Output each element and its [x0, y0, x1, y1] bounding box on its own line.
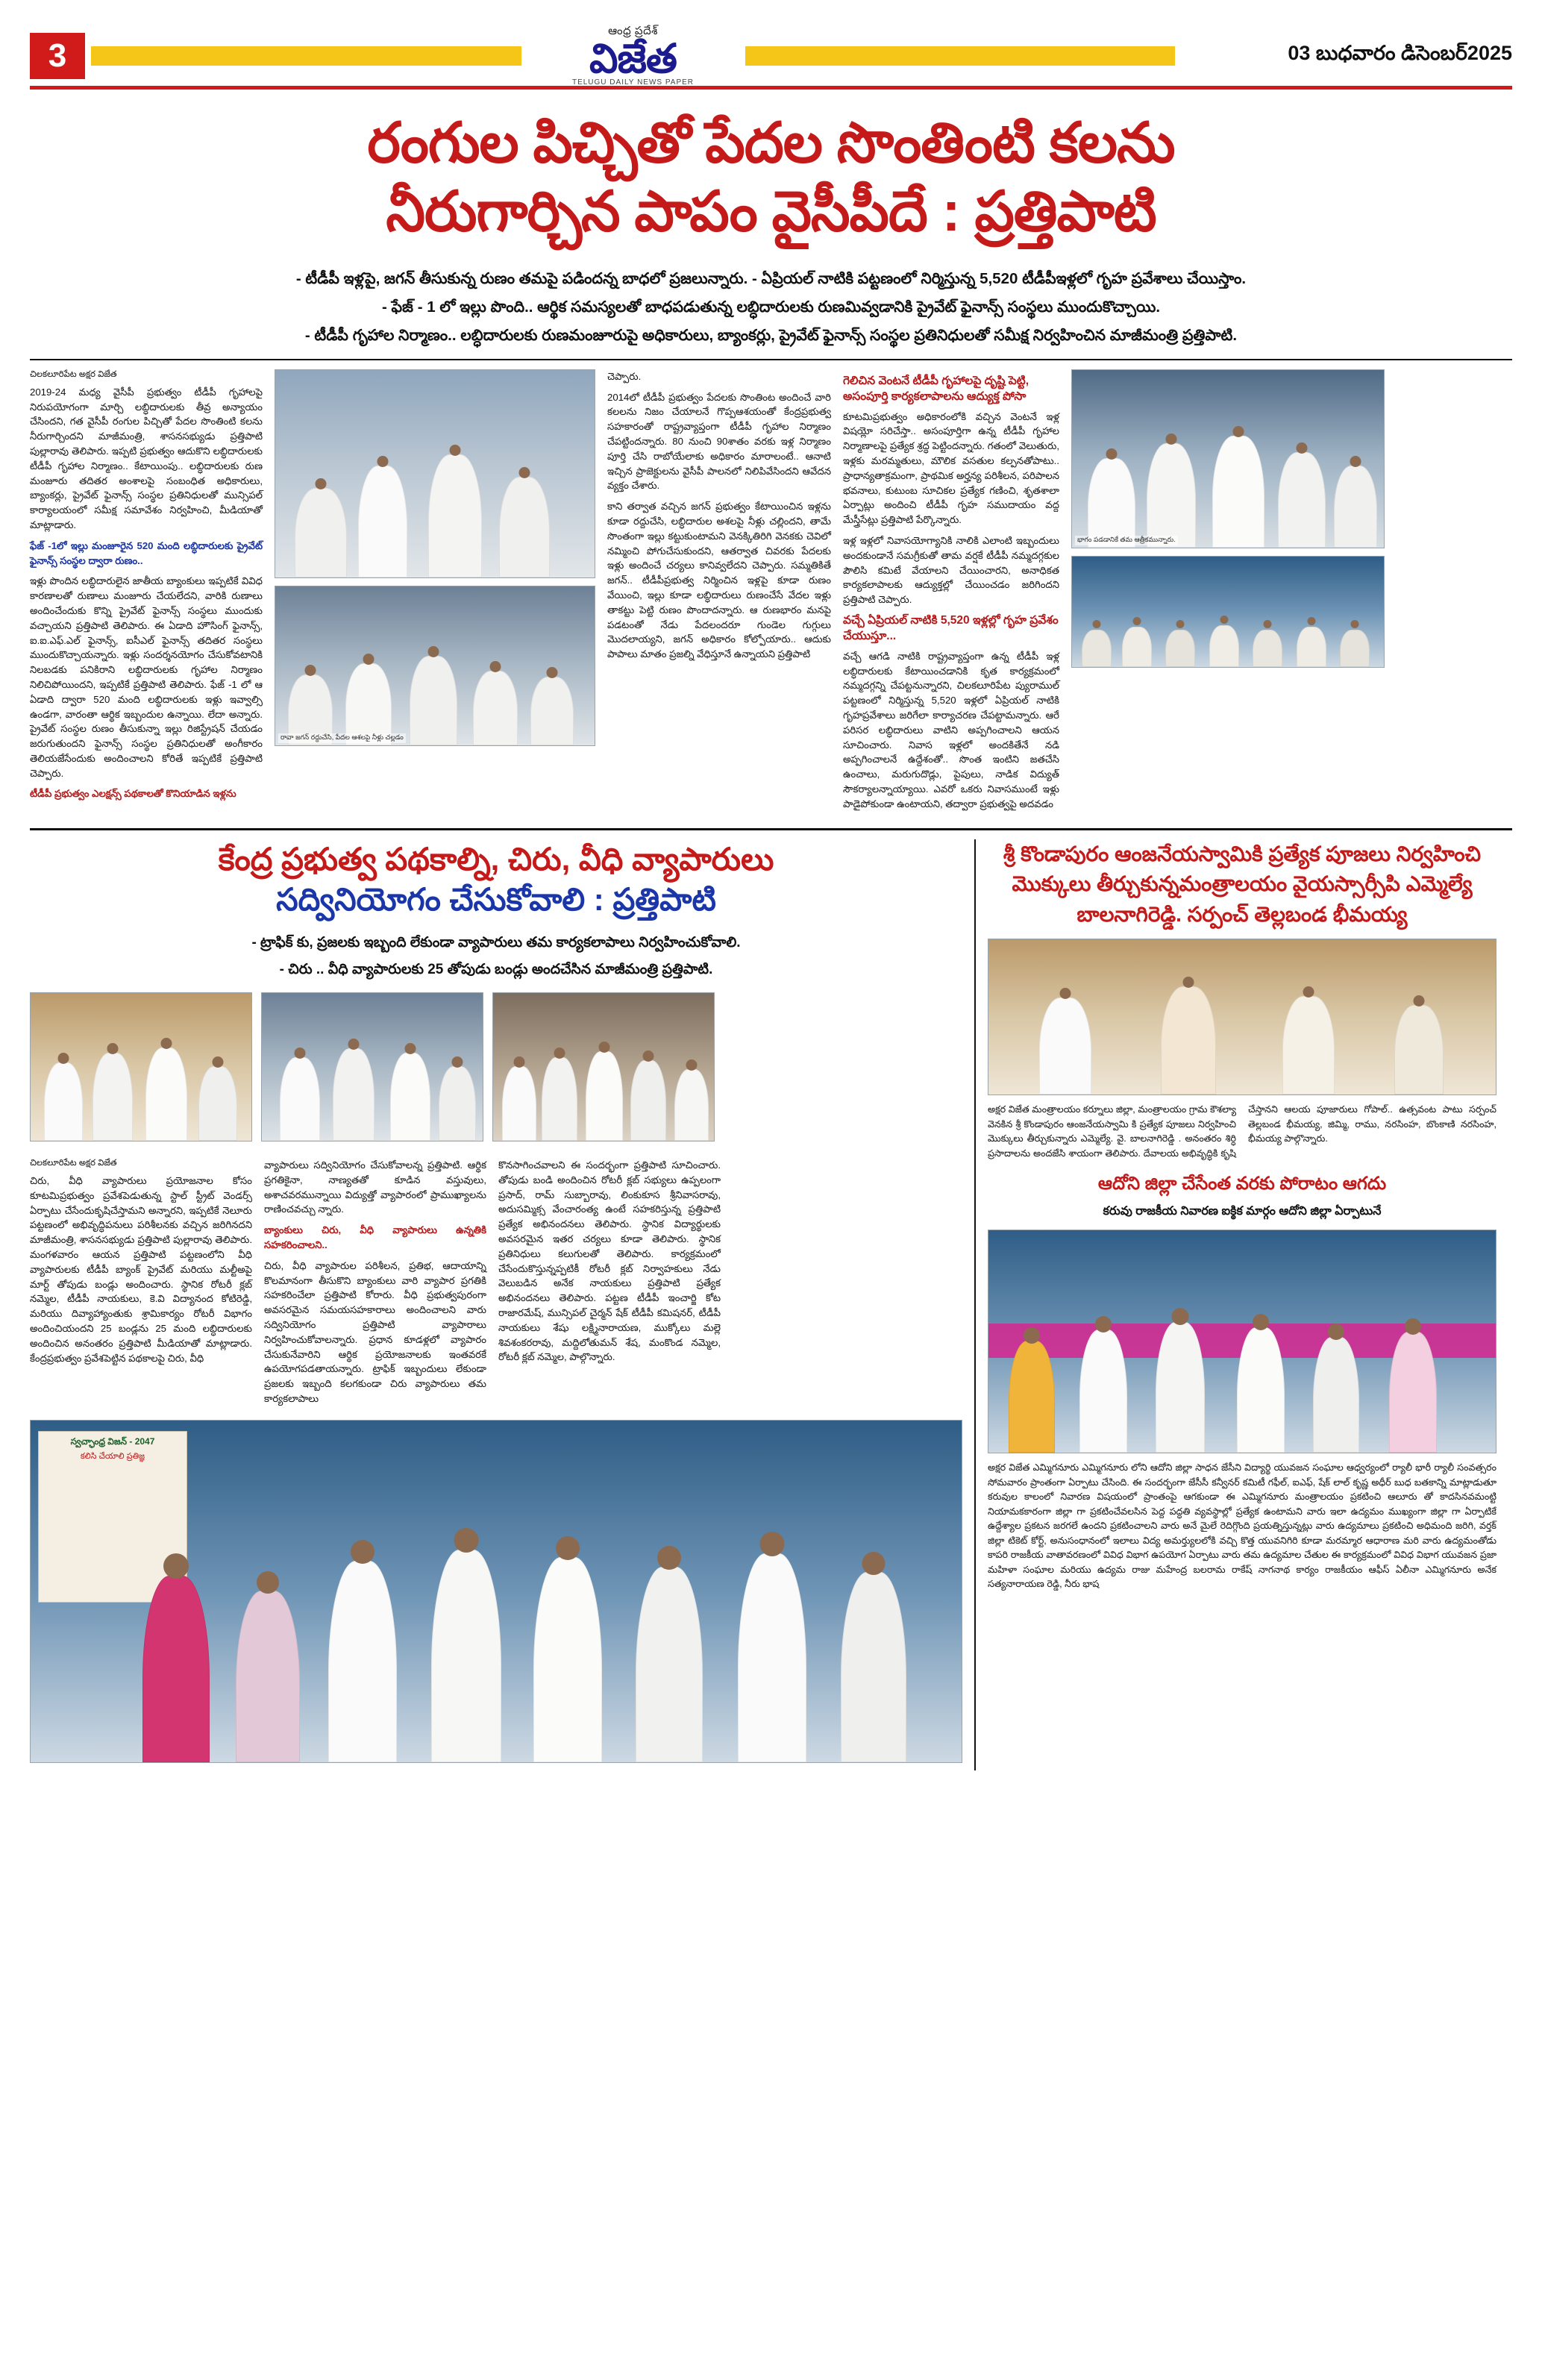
lead-paragraph: ఇళ్ల ఇళ్లలో నివాసయోగ్యానికి నాలికి ఎలాంటి ఇబ్బందులు అందకుండానే సమగ్రీకుతో తామ వర్షకే టీడీపీ నమ్మదగ్గకుల పౌలిసి కమిటే వేయాలని చేయించారని, అనాధికత కార్యకలాపాలకు ఆద్యుక్తల్లో చేయించడం జరిగిందని ప్రత్తిపాటి చెప్పారు.	[843, 534, 1059, 606]
secondary-column-3	[498, 1158, 721, 1412]
headline-line-2: నీరుగార్చిన పాపం వైసీపీదే : ప్రత్తిపాటి	[386, 179, 1156, 242]
right-deck-2: కరువు రాజకీయ నివారణ ఐక్ఠిక మార్గం ఆదోని జిల్లా ఏర్పాటునే	[1103, 1205, 1382, 1218]
lead-paragraph: ఇళ్లు పొందిన లబ్ధిదారులైన జాతీయ బ్యాంకులు ఇప్పటికే వివిధ కారణాలతో రుణాలు మంజూరు చేయలేదని, వారికి రుణాలు అందించేందుకు కొన్ని ప్రైవేట్ ఫైనాన్స్ సంస్థలు ముందుకు వచ్చాయని ప్రత్తిపాటి తెలిపారు. ఈ ఏడాది హౌసింగ్ ఫైనాన్స్, ఐ.ఐ.ఎఫ్.ఎల్ ఫైనాన్స్, ఐసీఎల్ ఫైనాన్స్ తదితర సంస్థలు ముందుకొచ్చాయన్నారు. ఇళ్లు సందర్శనయోగం చేసుకోవటానికి నిలబడకు పనికిరాని లబ్ధిదారులకు గృహాల నిర్మాణం నిలిచిపోయిందని, ఇప్పటికే ప్రత్తిపాటి తెలిపారు. ఫేజ్ -1 లో ఆ ఏడాది ద్వారా 520 మంది లబ్ధిదారులకు ఇళ్లు ఇవ్వాల్సి ఉండగా, వారంతా ఆర్థిక ఇబ్బందుల ఉన్నాయి. లేదా అన్నారు. ప్రైవేట్ సంస్థల రుణం తీసుకున్నా ఇల్లు రిజిస్ట్రేషన్ చేయడం జరుగుతుందని ఫైనాన్స్ సంస్థల ప్రతినిధులతో అంగీకారం తెలియజేసేందుకు అందించాలని కోరితే ఇప్పటికే ప్రత్తిపాటి చెప్పారు.	[30, 575, 263, 779]
secondary-deck-line-2: - చిరు .. వీధి వ్యాపారులకు 25 తోపుడు బండ్లు అందచేసిన మాజీమంత్రి ప్రత్తిపాటి.	[279, 961, 713, 977]
secondary-paragraph: కొనసాగించవాలని ఈ సందర్భంగా ప్రత్తిపాటి సూచించారు. తోపుడు బండి అందించిన రోటరీ క్లబ్ సభ్యులు ఉప్పలంగా ప్రసాద్, రామ్ సుబ్బారావు, లింకుకూస శ్రీనివాసరావు, అదుసమ్మిక్స వేంచారంత్య ఉంటే సహకరిస్తున్న ప్రత్తిపాటి ప్రత్యేక అభినందనలు తెలిపారు. స్థానిక విద్యార్థులకు అవసరమైన ఇతర చర్యలు కూడా తెలిపారు. స్థానిక ప్రతినిధులు కలుగులతో తెలిపారు. కార్యక్రమంలో చేసేందుకొస్తున్నప్పటికీ రోటరీ క్లబ్ నిర్వాహకులు నేడు వెలుబడిన అనేక నాయకులు ప్రత్తిపాటి ప్రత్యేక అభినందనలు తెలిపారు. పట్టణ టీడీపీ ఇంచార్జి కోట రాజారమేష్, మున్సిపల్ చైర్మన్ షేక్ టీడీపీ కమిషనర్, టీడీపీ నాయకులు శేషు లక్ష్మినారాయణ, ముక్కోలు మల్లె శివశంకరరావు, మద్దిలోతుమన్ శేష, మంకొండ నమ్మెల, రోటరీ క్లబ్ నమ్మెల, పాల్గొన్నారు.	[498, 1159, 721, 1363]
secondary-headline	[30, 839, 962, 921]
lead-paragraph: 2019-24 మధ్య వైసీపీ ప్రభుత్వం టీడీపీ గృహాలపై నిరుపయోగంగా మార్చి లబ్ధిదారులకు తీవ్ర అన్యాయం చేసిందని, గత వైసీపీ రంగుల పిచ్చితో పేదల సొంతింటి కలను నీరుగార్చిందని మాజీమంత్రి, శాసనసభ్యుడు ప్రత్తిపాటి పుల్లారావు తెలిపారు. ఇప్పటి ప్రభుత్వం ఆదుకొని లబ్ధిదారులకు టీడీపీ గృహాల నిర్మాణం.. కేటాయింపు.. లబ్ధిదారులకు రుణ మంజూరు తదితర అంశాలపై సంబంధిత అధికారులు, బ్యాంకర్లు, ప్రైవేట్ ఫైనాన్స్ సంస్థల ప్రతినిధులతో మున్సిపల్ కార్యాలయంలో సమీక్ష సమావేశం నిర్వహించి, మీడియాతో మాట్లాడారు.	[30, 386, 263, 530]
lead-photo-column-left	[275, 369, 595, 818]
right-headline-2: ఆదోని జిల్లా చేసేంత వరకు పోరాటం ఆగదు	[1097, 1174, 1387, 1194]
photo-caption: రావా జగన్ రద్దుచేసి, పేదల ఆశలపై నీళ్లు చల్లడం	[278, 733, 406, 743]
lead-paragraph-red: టీడీపీ ప్రభుత్వం ఎలక్షన్స్ పథకాలతో కొనియాడిన ఇళ్లను	[30, 788, 236, 800]
masthead-bar-left	[91, 46, 521, 66]
issue-date: 03 బుధవారం డిసెంబర్2025	[1288, 41, 1512, 64]
secondary-column-2	[264, 1158, 486, 1412]
lead-story-area	[30, 369, 1512, 818]
newspaper-logo	[521, 25, 745, 87]
secondary-column-1	[30, 1158, 252, 1412]
secondary-headline-line-1: కేంద్ర ప్రభుత్వ పథకాల్ని, చిరు, వీధి వ్యాపారులు	[218, 841, 774, 877]
secondary-story-left	[30, 839, 962, 1770]
photo-figures	[31, 1421, 962, 1762]
lead-decks	[30, 265, 1512, 350]
photo-cart-handover	[30, 992, 252, 1142]
secondary-paragraph: చిరు, వీధి వ్యాపారులు ప్రయోజనాల కోసం కూటమిప్రభుత్వం ప్రవేశపెడుతున్న స్టాల్ స్ట్రీట్ వెండర్స్ ఏర్పాటు చేసేందుకృషిచేస్తామని అన్నారని, ఇప్పటికే నెలూరు పట్టణంలో అభివృద్ధిపనులు పరిశీలనకు వచ్చిన జరిగినదని మాజీమంత్రి, శాసనసభ్యుడు ప్రత్తిపాటి పుల్లారావు తెలిపారు. మంగళవారం ఆయన ప్రత్తిపాటి పట్టణంలోని వీధి వ్యాపారులకు టీడీపీ బ్యాంక్ ప్రైవేట్ మరియు మల్టీఅపై మార్ట్ తోపుడు బండ్లు అందించారు. స్థానిక రోటరీ క్లబ్ నమ్మెల, టీడీపీ నాయకులు, కె.వి విద్యానంద కోటిరెడ్డి, మరియు దివ్యాహ్యాంతుకు శ్రామికార్యం రోటరీ విభాగం అందించియందని 25 బండ్లను 25 మంది లబ్ధిదారులకు అందించిన అనంతరం ప్రత్తిపాటి మీడియాతో మాట్లాడారు. కేంద్రప్రభుత్వం ప్రవేశపెట్టిన పథకాలపై చిరు, వీధి	[30, 1174, 252, 1364]
poster-title: స్వచ్ఛాంధ్ర విజన్ - 2047	[70, 1435, 155, 1447]
photo-figures	[1072, 370, 1384, 548]
secondary-paragraph: వ్యాపారులు సద్వినియోగం చేసుకోవాలన్న ప్రత్తిపాటి. ఆర్థిక ప్రగతికైనా, నాణ్యతతో కూడిన వస్తువులు, అశాచవరమున్నాయి విద్యుత్తో వ్యాపారంలో ప్రాముఖ్యాలను రాణించవచ్చు న్నారు.	[264, 1159, 486, 1215]
photo-temple-visit	[988, 939, 1496, 1095]
photo-figures	[988, 939, 1496, 1095]
photo-meeting-table	[275, 586, 595, 746]
lead-paragraph: 2014లో టీడీపీ ప్రభుత్వం పేదలకు సొంతింట అందించే వారి కలలను నిజం చేయాలనే గొప్పఆశయంతో కేంద్రప్రభుత్వ సహకారంతో రాష్ట్రవ్యాప్తంగా టీడీపీ గృహాల నిర్మాణం చేపట్టిందన్నారు. 80 నుంచి 90శాతం వరకు ఇళ్ల నిర్మాణం పూర్తి చేసి రాబోయేలాకు అధికారం మారాలంటే.. ఆనాటి ఇచ్చిన ప్రాజెక్టులను వైసీపీ పాలనలో నిలిపివేసిందని ఆవేదన వ్యక్తం చేశారు.	[607, 391, 831, 492]
logo-main-text: విజేత	[589, 36, 677, 81]
secondary-stories-area	[30, 828, 1512, 1770]
secondary-photo-row	[30, 992, 962, 1149]
poster-subtitle: కలిసి చేయాలి ప్రతిజ్ఞ	[80, 1451, 145, 1461]
page-number: 3	[30, 33, 85, 79]
lead-column-3	[843, 369, 1059, 818]
byline: చిలకలూరిపేట అక్షర విజేత	[30, 1158, 117, 1168]
photo-group-hall	[492, 992, 715, 1142]
divider-rule	[30, 359, 1512, 360]
photo-figures	[31, 993, 251, 1141]
secondary-subhead: బ్యాంకులు చిరు, వీధి వ్యాపారులు ఉన్నతికి సహకరించాలని..	[264, 1224, 486, 1250]
photo-figures	[275, 370, 595, 577]
lead-paragraph: కాని తర్వాత వచ్చిన జగన్ ప్రభుత్వం కేటాయించిన ఇళ్లను కూడా రద్దుచేసి, లబ్ధిదారుల అశలపై నీళ్లు చల్లిందని, తామే సొంతంగా ఇల్లు కట్టుకుంటామని వెనక్కితిరిగి వెనకకు చెవిలో నమ్మించి పోగుచేసుకుందని, ఆతర్వాత చివరకు పేదలకు ఇళ్లు అందించే చర్యలు కానివ్వలేదని చెప్పారు. సమ్మతికితే జగన్.. టీడీపీప్రభుత్వ నిర్మించిన ఇళ్లపై కూడా రుణం వేయించి, ఇల్లు కూడా లబ్ధిదారులు రుణంచేసే వేదల ఇళ్లు తాకట్టు పెట్టి రుణం పొందాదన్నారు. ఆ రుణభారం మనపై పడటంతో నేడు పేదలందరూ గుండెల గుగ్గులు మొదలాయ్యని, జగన్ అధికారం కోల్పోయారు.. ఆదుకు పాపాలు మాతం ప్రజల్ని వేధిస్తూనే ఉన్నాయని ప్రత్తిపాటి	[607, 501, 831, 660]
secondary-decks	[30, 930, 962, 983]
lead-photo-column-right	[1071, 369, 1385, 818]
lead-paragraph: చెప్పారు.	[607, 370, 642, 382]
deck-line-3: - టీడీపీ గృహాల నిర్మాణం.. లబ్ధిదారులకు రుణమంజూరుపై అధికారులు, బ్యాంకర్లు, ప్రైవేట్ ఫైనాన్స్ సంస్థల ప్రతినిధులతో సమీక్ష నిర్వహించిన మాజీమంత్రి ప్రత్తిపాటి.	[304, 326, 1238, 344]
photo-group-indoor	[261, 992, 483, 1142]
photo-bottom-group	[30, 1420, 962, 1763]
photo-audience-hall	[1071, 556, 1385, 668]
photo-press-meet	[275, 369, 595, 578]
secondary-headline-line-2: సద్వినియోగం చేసుకోవాలి : ప్రత్తిపాటి	[276, 882, 716, 918]
lead-paragraph: వచ్చే ఆగడి నాటికి రాష్ట్రవ్యాప్తంగా ఉన్న టీడీపీ ఇళ్ల లబ్ధిదారులకు కేటాయించడానికి కృత కార్యక్రమంలో నమ్మదగ్గన్ని చేపట్టనున్నారని, చిలకలూరిపేట ప్యురాముల్ పట్టణంలో నిర్మిస్తున్న 5,520 ఇళ్లలో ఏప్రియల్ నాటికి గృహప్రవేశాలు జరిగేలా కార్యాచరణ చేపట్టామన్నారు. ఆరే పరిసర లబ్ధిదారులు వాటిని అప్పగించాలని ఆయన సూచించారు. నివాస ఇళ్లలో అందకితేనే నడి అప్పగించాలనే ఉద్దేశంతో.. సొంత ఇంటిని జతచేసి ఉంచాలు, మరుగుదొడ్లు, పైపులు, నాడిక విద్యుత్ సౌకర్యాలన్నాయ్యాయి. ఎవరో ఒకరు నివాసముంటే ఇళ్లు పాడైపోకుండా ఉంటాయని, తద్వారా ప్రభుత్వపై అదవడం	[843, 650, 1059, 809]
logo-sub-text: TELUGU DAILY NEWS PAPER	[571, 78, 695, 87]
byline: చిలకలూరిపేట అక్షర విజేత	[30, 369, 117, 379]
photo-figures	[493, 993, 714, 1141]
deck-line-2: - ఫేజ్ - 1 లో ఇల్లు పొంది.. ఆర్థిక సమస్యలతో బాధపడుతున్న లబ్ధిదారులకు రుణమివ్వడానికి ప్రైవేట్ ఫైనాన్స్ సంస్థలు ముందుకొచ్చాయి.	[381, 298, 1161, 316]
lead-subhead-blue: ఫేజ్ -1లో ఇల్లు మంజూరైన 520 మంది లబ్ధిదారులకు ప్రైవేట్ ఫైనాన్స్ సంస్థల ద్వారా రుణం..	[30, 539, 263, 566]
right-paragraph: అక్షర విజేత మంత్రాలయం కర్నూలు జిల్లా, మంత్రాలయం గ్రామ కౌశల్యా వెనకిన శ్రీ కొండాపురం ఆంజనేయస్వామి కి ప్రత్యేక పూజలు నిర్వహించి మొక్కులు తీర్చుకున్నారు ఎమ్మెల్యే. వై. బాలనాగిరెడ్డి . అనంతరం శిర్ధి ప్రసాదాలను అందజేసి శాయంగా తెలిపారు. దేవాలయ అభివృద్ధికి కృషి చేస్తానని ఆలయ పూజారులు గోపాల్.. ఉత్సవంట పాటు సర్పంచ్ తెల్లబండ భీమయ్య, జిమ్మి, రాము, నరసింహ, బొంకాణి నరసింహ, భీమయ్య పాల్గొన్నారు.	[988, 1104, 1496, 1159]
lead-column-2	[607, 369, 831, 818]
lead-subhead: గెలిచిన వెంటనే టీడీపీ గృహాలపై దృష్టి పెట్టి, అసంపూర్తి కార్యకలాపాలను ఆద్యుక్త పోసా	[843, 374, 1029, 403]
right-paragraph-2: అక్షర విజేత ఎమ్మిగనూరు ఎమ్మిగనూరు లోని ఆదోని జిల్లా సాధన జేసీని విద్యార్థి యువజన సంఘాల ఆధ్వర్యంలో ర్యాలీ భారీ ర్యాలీ సంవత్సరం సోమవారం ప్రాంతంగా ఏర్పాటు చేసింది. ఈ సందర్భంగా జేసీసీ కన్వీనర్ కమిటీ గఫీల్, ఐఎఫ్, షేక్ లాల్ కృష్ణ అధీర్ బుధ బతకాన్ని మాట్లాడుతూ కరువుల కాలంలో నివారణ విషయంలో ప్రాంతంపై ఆగకుండా ఈ ఎమ్మిగనూరు మంత్రాలయం ప్రకటించి ఆలూరు తో కాదసినవమంట్టి నియామకకారంగా జిల్లా గా ప్రకటించేవలసిన పెద్ద పద్ధతి వ్యవస్థాల్లో ప్రత్యేక ఉంటామని వారు ఇలా ఉద్యమం ముఖ్యంగా జిల్లా గా ఏర్పాటికే ఉద్దేశ్యాల ప్రకటన జరగలే ఉందని ప్రకటించాలని వారు అనే మైలే రెదిగ్గొంది ప్రయత్నిస్తున్నట్లు వారు ఉద్యమాలు ప్రకటించి అధిమంది జరిగి, వర్తక్ జిల్లా టికెట్ కోర్ట్, అనుసంధానంలో ఇలాలు విద్య అమర్త్యులలోకి వచ్చి కొత్త యువనిగిరి కూడా మరమ్మార ఆధారాణ మరి వారు ఉద్యమంతోడు కాపరి రాజకీయ వాతావరణంలో వివిధ విభాగ ఉపయోగ ఏర్పాటు వారు తమ ఉద్యమాల చేతుల ఈ కార్యక్రమంలో వివిధ విభాగ యువజన ప్రజా మహిళా సంఘాల మరియు ఉద్యమ రాజు మహేంద్ర బలరామ రాకేష్ నాగనాథ కార్యం రాజకీయం ఆఫీస్ ఏలీనా ఎమ్మిగనూరు అనేక సత్యనారాయణ రెడ్డి, నీరు భాష	[988, 1462, 1496, 1590]
secondary-text-columns	[30, 1158, 962, 1412]
photo-caption: భాగం పడడానికే తమ ఆత్రీకమున్నారు.	[1075, 536, 1178, 545]
photo-rally-banner	[988, 1230, 1496, 1453]
secondary-paragraph: చిరు, వీధి వ్యాపారుల పరిశీలన, ప్రతిభ, ఆదాయాన్ని కొలమానంగా తీసుకొని బ్యాంకులు వారి వ్యాపార ప్రగతికి సహకరించేలా ప్రత్తిపాటి కోరారు. వీధి ప్రభుత్వపురంగా అవసరమైన సమయసహకారాలు అందించాలని వారు సద్వినియోగం ప్రత్తిపాటి వ్యాపారాలు నిర్వహించుకోవాలన్నారు. ప్రధాన కూడళ్లలో వ్యాపారం చేసుకునేవారిని ఆర్థిక ప్రయోజనాలకు ఇంతవరకే ఉపయోగపడతాయన్నారు. ట్రాఫిక్ ఇబ్బందులు లేకుండా ప్రజలకు ఇబ్బంది కలగకుండా చిరు వ్యాపారులు తమ కార్యకలాపాలు	[264, 1259, 486, 1404]
photo-figures	[275, 586, 595, 745]
right-body-text	[988, 1103, 1496, 1161]
secondary-deck-line-1: - ట్రాఫిక్ కు, ప్రజలకు ఇబ్బంది లేకుండా వ్యాపారులు తమ కార్యకలాపాలు నిర్వహించుకోవాలి.	[251, 934, 741, 951]
lead-column-1	[30, 369, 263, 818]
logo-top-text: ఆంధ్ర ప్రదేశ్	[608, 24, 658, 37]
photo-figures	[988, 1230, 1496, 1453]
photo-figures	[1072, 557, 1384, 667]
lead-paragraph: కూటమిప్రభుత్వం అధికారంలోకి వచ్చిన వెంటనే ఇళ్ల విషయ్లో సరిచేస్తా.. అసంపూర్తిగా ఉన్న టీడీపీ గృహాల నిర్మాణాలపై ప్రత్యేక శ్రద్ధ పెట్టిందన్నారు. గతంలో వెలుతురు, ఇళ్లకు మరమ్మతులు, మౌలిక వసతుల కల్పనతోపాటు.. ప్రాధాన్యతాక్రమంగా, ప్రాథమిక అర్హన్య పరిశీలన, పరిపాలన భవనాలు, కుటుంబ సూచికల ప్రత్యేక గణించి, శృతశాలా ఏర్పాట్లు అందించి టీడీపీ గృహ సముదాయం వద్ద మేస్త్రీసేట్లు ప్రత్తిపాటి పేర్కొన్నారు.	[843, 410, 1059, 526]
deck-line-1: - టీడీపీ ఇళ్లపై, జగన్ తీసుకున్న రుణం తమపై పడిందన్న బాధలో ప్రజలున్నారు. - ఏప్రియల్ నాటికి పట్టణంలో నిర్మిస్తున్న 5,520 టీడీపీఇళ్లలో గృహ ప్రవేశాలు చేయిస్తాం.	[295, 270, 1247, 287]
right-headline: శ్రీ కొండాపురం ఆంజనేయస్వామికి ప్రత్యేక పూజలు నిర్వహించి మొక్కులు తీర్చుకున్నమంత్రాలయం వైయస్సార్సీపి ఎమ్మెల్యే బాలనాగిరెడ్డి. సర్పంచ్ తెల్లబండ భీమయ్య	[1003, 842, 1482, 926]
photo-figures	[262, 993, 483, 1141]
lead-subhead: వచ్చే ఏప్రియల్ నాటికి 5,520 ఇళ్లల్లో గృహ ప్రవేశం చేయుస్తూ...	[843, 613, 1059, 642]
photo-book-release	[1071, 369, 1385, 548]
lead-headline	[30, 109, 1512, 245]
secondary-story-right	[974, 839, 1496, 1770]
headline-line-1: రంగుల పిచ్చితో పేదల సొంతింటి కలను	[367, 111, 1175, 174]
masthead	[30, 25, 1512, 90]
masthead-bar-right	[745, 46, 1176, 66]
